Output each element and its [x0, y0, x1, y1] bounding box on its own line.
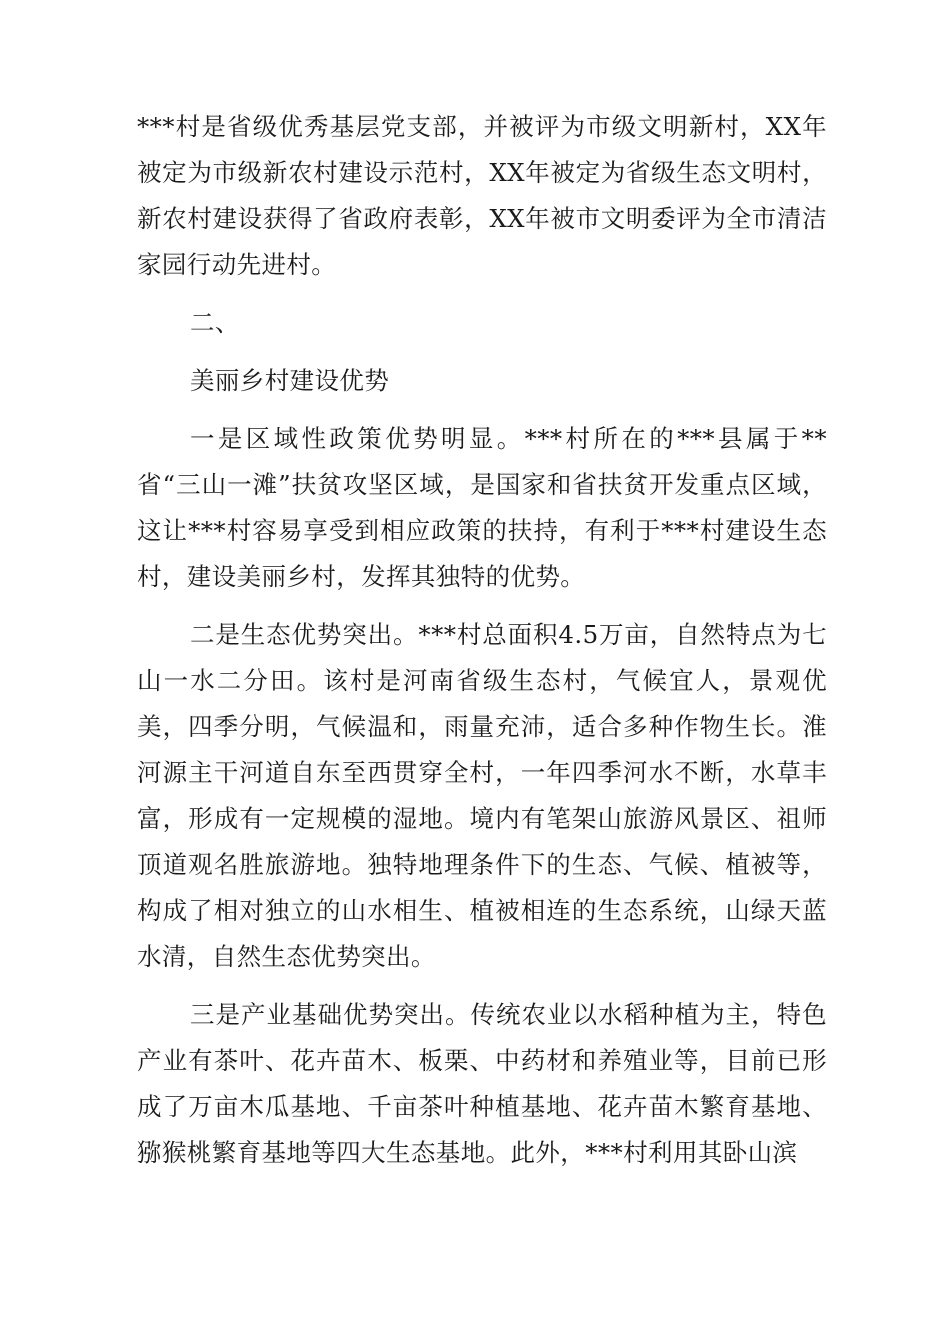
paragraph-village-honors: ***村是省级优秀基层党支部，并被评为市级文明新村，XX年被定为市级新农村建设示范村，XX年被定为省级生态文明村，新农村建设获得了省政府表彰，XX年被市文明委评为全市清洁家园行动先进村。 [137, 112, 827, 279]
document-page [137, 104, 827, 1176]
paragraph-ecology-advantage: 二是生态优势突出。***村总面积4.5万亩，自然特点为七山一水二分田。该村是河南省级生态村，气候宜人，景观优美，四季分明，气候温和，雨量充沛，适合多种作物生长。淮河源主干河道自东至西贯穿全村，一年四季河水不断，水草丰富，形成有一定规模的湿地。境内有笔架山旅游风景区、祖师顶道观名胜旅游地。独特地理条件下的生态、气候、植被等，构成了相对独立的山水相生、植被相连的生态系统，山绿天蓝水清，自然生态优势突出。 [137, 620, 827, 971]
section-heading: 美丽乡村建设优势 [190, 366, 390, 395]
paragraph-policy-advantage: 一是区域性政策优势明显。***村所在的***县属于**省“三山一滩”扶贫攻坚区域，是国家和省扶贫开发重点区域，这让***村容易享受到相应政策的扶持，有利于***村建设生态村，建设美丽乡村，发挥其独特的优势。 [137, 424, 827, 591]
section-number: 二、 [190, 308, 240, 337]
paragraph-industry-advantage: 三是产业基础优势突出。传统农业以水稻种植为主，特色产业有茶叶、花卉苗木、板栗、中药材和养殖业等，目前已形成了万亩木瓜基地、千亩茶叶种植基地、花卉苗木繁育基地、猕猴桃繁育基地等四大生态基地。此外，***村利用其卧山滨 [137, 1000, 827, 1167]
